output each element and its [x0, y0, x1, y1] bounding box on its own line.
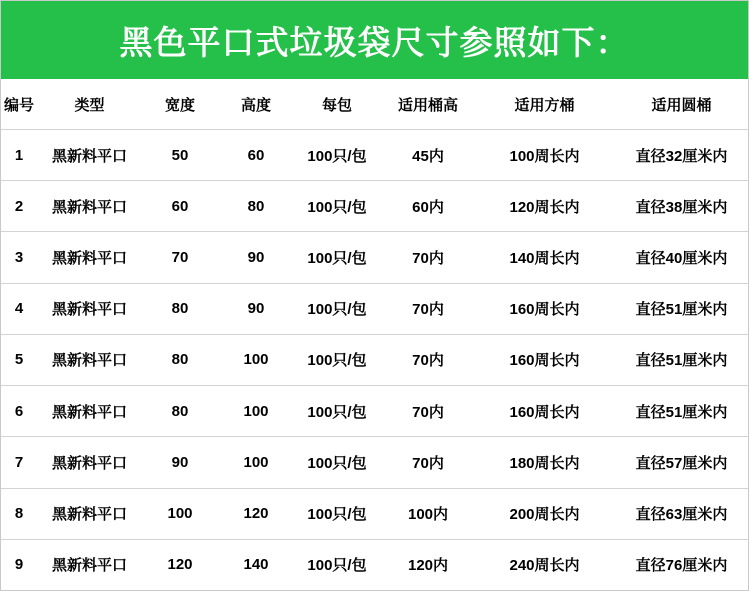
column-header: 高度 — [218, 79, 294, 130]
table-cell: 120周长内 — [476, 181, 613, 232]
table-row — [1, 437, 749, 488]
table-cell: 60内 — [380, 181, 476, 232]
table-cell: 黑新料平口 — [37, 386, 142, 437]
table-row — [1, 181, 749, 232]
table-cell: 45内 — [380, 130, 476, 181]
table-cell: 100内 — [380, 488, 476, 539]
table-cell: 黑新料平口 — [37, 334, 142, 385]
table-cell: 100只/包 — [294, 181, 380, 232]
table-row — [1, 130, 749, 181]
page-title: 黑色平口式垃圾袋尺寸参照如下： — [119, 23, 630, 61]
size-table — [1, 79, 749, 590]
table-row — [1, 232, 749, 283]
table-cell: 9 — [14, 556, 24, 574]
column-header: 适用桶高 — [380, 79, 476, 130]
table-cell: 黑新料平口 — [37, 437, 142, 488]
table-cell: 80 — [142, 283, 218, 334]
table-cell: 80 — [218, 181, 294, 232]
table-cell: 黑新料平口 — [37, 130, 142, 181]
table-cell: 直径76厘米内 — [635, 557, 728, 575]
table-cell: 70内 — [380, 386, 476, 437]
table-cell: 7 — [1, 437, 37, 488]
table-cell: 140周长内 — [476, 232, 613, 283]
table-row — [1, 539, 749, 590]
table-cell: 黑新料平口 — [51, 557, 127, 575]
table-cell: 70内 — [380, 232, 476, 283]
table-cell: 100只/包 — [294, 130, 380, 181]
table-cell: 120 — [218, 488, 294, 539]
table-cell: 240周长内 — [509, 557, 580, 575]
table-row — [1, 488, 749, 539]
table-row — [1, 386, 749, 437]
table-cell: 100 — [142, 488, 218, 539]
column-header: 宽度 — [142, 79, 218, 130]
table-cell: 黑新料平口 — [37, 232, 142, 283]
title-banner — [1, 1, 748, 79]
table-cell: 180周长内 — [476, 437, 613, 488]
table-body — [1, 130, 749, 591]
table-cell: 160周长内 — [476, 283, 613, 334]
table-cell: 90 — [142, 437, 218, 488]
table-row — [1, 283, 749, 334]
table-cell: 6 — [1, 386, 37, 437]
table-cell: 2 — [1, 181, 37, 232]
table-cell: 黑新料平口 — [37, 283, 142, 334]
table-row — [1, 334, 749, 385]
table-cell: 120 — [167, 556, 193, 574]
table-cell: 70 — [142, 232, 218, 283]
table-cell: 100只/包 — [307, 557, 367, 575]
table-cell: 100 — [218, 437, 294, 488]
table-cell: 160周长内 — [476, 334, 613, 385]
table-cell: 100只/包 — [294, 283, 380, 334]
table-cell: 黑新料平口 — [37, 181, 142, 232]
column-header: 每包 — [294, 79, 380, 130]
table-header — [1, 79, 749, 130]
table-cell: 直径51厘米内 — [613, 283, 749, 334]
table-cell: 直径51厘米内 — [613, 386, 749, 437]
table-cell: 60 — [142, 181, 218, 232]
table-cell: 直径51厘米内 — [613, 334, 749, 385]
table-cell: 100 — [218, 334, 294, 385]
table-cell: 100周长内 — [476, 130, 613, 181]
table-cell: 直径38厘米内 — [613, 181, 749, 232]
table-cell: 100只/包 — [294, 232, 380, 283]
table-cell: 4 — [1, 283, 37, 334]
table-cell: 5 — [1, 334, 37, 385]
table-cell: 1 — [1, 130, 37, 181]
table-cell: 100只/包 — [294, 488, 380, 539]
table-cell: 100只/包 — [294, 437, 380, 488]
table-cell: 60 — [218, 130, 294, 181]
table-cell: 90 — [218, 283, 294, 334]
table-cell: 140 — [243, 556, 269, 574]
column-header: 适用圆桶 — [613, 79, 749, 130]
table-cell: 黑新料平口 — [37, 488, 142, 539]
table-cell: 直径63厘米内 — [613, 488, 749, 539]
table-header-row — [1, 79, 749, 130]
table-cell: 90 — [218, 232, 294, 283]
table-cell: 直径40厘米内 — [613, 232, 749, 283]
column-header: 类型 — [37, 79, 142, 130]
table-cell: 直径32厘米内 — [613, 130, 749, 181]
table-cell: 120内 — [407, 557, 449, 575]
table-cell: 8 — [1, 488, 37, 539]
table-cell: 100 — [218, 386, 294, 437]
table-cell: 100只/包 — [294, 334, 380, 385]
table-cell: 80 — [142, 334, 218, 385]
table-cell: 70内 — [380, 283, 476, 334]
table-cell: 70内 — [380, 437, 476, 488]
table-cell: 200周长内 — [476, 488, 613, 539]
table-cell: 100只/包 — [294, 386, 380, 437]
column-header: 编号 — [1, 79, 37, 130]
table-cell: 直径57厘米内 — [613, 437, 749, 488]
column-header: 适用方桶 — [476, 79, 613, 130]
table-cell: 160周长内 — [476, 386, 613, 437]
table-cell: 70内 — [380, 334, 476, 385]
table-cell: 3 — [1, 232, 37, 283]
table-cell: 80 — [142, 386, 218, 437]
table-cell: 50 — [142, 130, 218, 181]
